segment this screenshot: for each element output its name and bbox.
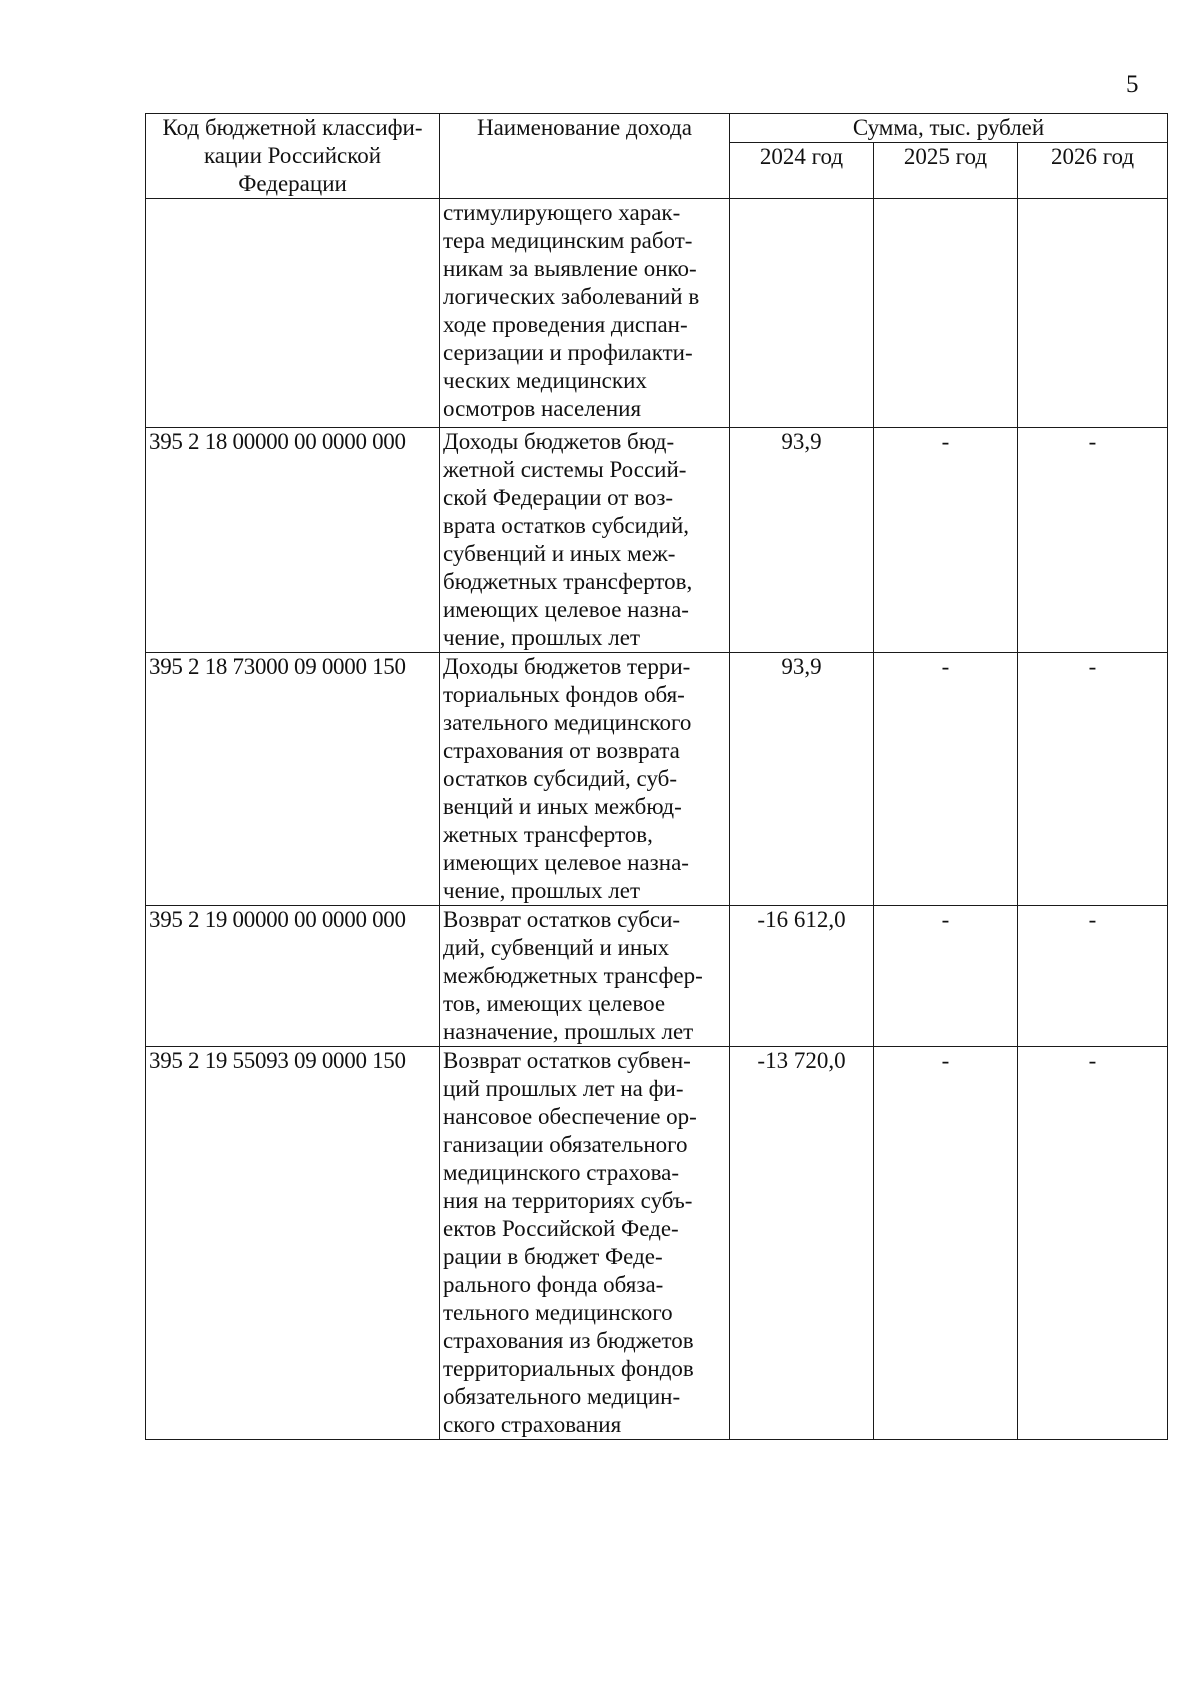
header-year-2026: 2026 год (1018, 143, 1168, 199)
header-name: Наименование дохода (440, 114, 730, 199)
header-code (146, 114, 440, 199)
page-number: 5 (1126, 71, 1139, 98)
table-header (146, 114, 1168, 199)
header-year-2024: 2024 год (730, 143, 874, 199)
row-value-2026: - (1018, 653, 1168, 906)
table-row (146, 428, 1168, 653)
row-code: 395 2 19 00000 00 0000 000 (146, 906, 440, 1047)
table-body (146, 199, 1168, 1440)
row-code: 395 2 18 00000 00 0000 000 (146, 428, 440, 653)
header-code-label: Код бюджетной классифи- кации Российской Федерации (162, 115, 423, 196)
row-name: Возврат остатков субси- дий, субвенций и иных межбюджетных трансфер- тов, имеющих целевое назначение, прошлых лет (440, 906, 730, 1047)
row-name: Возврат остатков субвен- ций прошлых лет на фи- нансовое обеспечение ор- ганизации обязательного медицинского страхова- ния на территориях субъ- ектов Российской Феде- рации в бюджет Феде- рального фонда обяза- тельного медицинского страхования из бюджетов территориальных фондов обязательного медицин- ского страхования (440, 1047, 730, 1440)
row-value-2026 (1018, 199, 1168, 428)
row-value-2025: - (874, 428, 1018, 653)
row-value-2024: 93,9 (730, 428, 874, 653)
header-year-2025: 2025 год (874, 143, 1018, 199)
row-value-2025: - (874, 653, 1018, 906)
row-code: 395 2 18 73000 09 0000 150 (146, 653, 440, 906)
table-row (146, 199, 1168, 428)
row-code: 395 2 19 55093 09 0000 150 (146, 1047, 440, 1440)
row-name: Доходы бюджетов терри- ториальных фондов обя- зательного медицинского страхования от возврата остатков субсидий, суб- венций и иных межбюд- жетных трансфертов, имеющих целевое назна- чение, прошлых лет (440, 653, 730, 906)
row-value-2025 (874, 199, 1018, 428)
row-value-2025: - (874, 906, 1018, 1047)
revenue-table (145, 113, 1168, 1440)
row-value-2024: -13 720,0 (730, 1047, 874, 1440)
table-row (146, 906, 1168, 1047)
row-name: Доходы бюджетов бюд- жетной системы Россий- ской Федерации от воз- врата остатков субсидий, субвенций и иных меж- бюджетных трансфертов, имеющих целевое назна- чение, прошлых лет (440, 428, 730, 653)
header-sum: Сумма, тыс. рублей (730, 114, 1168, 143)
row-value-2024: 93,9 (730, 653, 874, 906)
table-row (146, 1047, 1168, 1440)
table-row (146, 653, 1168, 906)
row-value-2026: - (1018, 906, 1168, 1047)
row-value-2024: -16 612,0 (730, 906, 874, 1047)
row-value-2026: - (1018, 428, 1168, 653)
row-code (146, 199, 440, 428)
row-value-2024 (730, 199, 874, 428)
row-value-2026: - (1018, 1047, 1168, 1440)
row-value-2025: - (874, 1047, 1018, 1440)
row-name: стимулирующего харак- тера медицинским работ- никам за выявление онко- логических заболеваний в ходе проведения диспан- серизации и профилакти- ческих медицинских осмотров населения (440, 199, 730, 428)
